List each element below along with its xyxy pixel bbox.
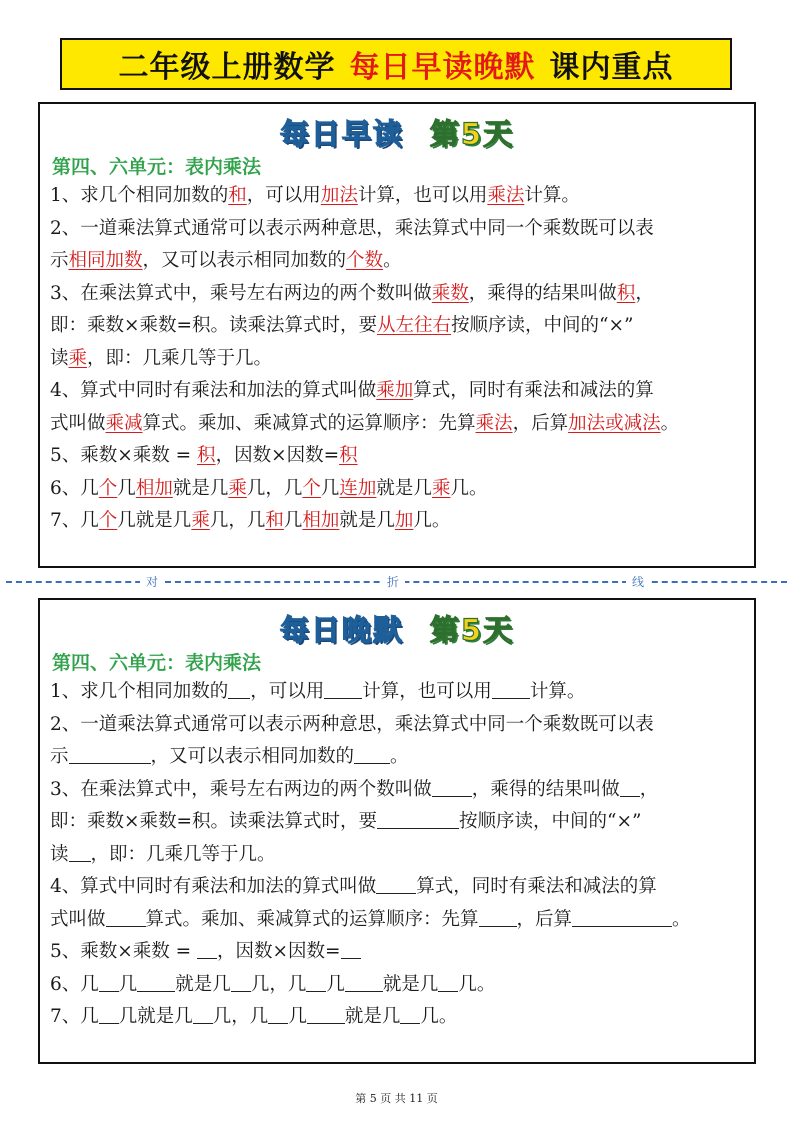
- line-text: 算式，同时有乘法和减法的算: [416, 876, 657, 897]
- line-text: 计算。: [529, 681, 586, 702]
- line-text: ，后算: [512, 412, 569, 434]
- line-text: 示: [50, 746, 69, 767]
- morning-unit-heading: 第四、六单元：表内乘法: [52, 156, 262, 178]
- answer-text: 个: [98, 477, 118, 499]
- line-text: 就是几: [382, 973, 439, 995]
- line-text: ，又可以表示相同加数的: [150, 746, 355, 767]
- evening-line-5: [50, 806, 746, 839]
- line-text: ，因数×因数=: [215, 445, 340, 466]
- answer-text: 相同加数: [68, 250, 143, 271]
- blank: [400, 1005, 420, 1024]
- line-text: 7、几: [50, 510, 99, 531]
- line-text: 就是几: [344, 1006, 401, 1027]
- line-text: 几: [118, 973, 138, 995]
- blank: [69, 745, 151, 764]
- line-text: 算式。乘加、乘减算式的运算顺序：先算: [145, 908, 479, 930]
- morning-day: 第5天: [429, 117, 515, 151]
- line-text: 即：乘数×乘数=积。读乘法算式时，要: [50, 315, 378, 336]
- line-text: 按顺序读，中间的“×”: [451, 315, 634, 336]
- line-text: 算式。乘加、乘减算式的运算顺序：先算: [142, 412, 476, 434]
- line-text: ，乘得的结果叫做: [468, 282, 617, 304]
- line-text: 几: [288, 1006, 307, 1027]
- line-text: 几。: [450, 477, 488, 499]
- page-footer: 第 5 页 共 11 页: [355, 1092, 438, 1105]
- line-text: 5、乘数×乘数 =: [50, 445, 198, 466]
- morning-line-9: [50, 440, 746, 473]
- line-text: 几，几: [250, 973, 307, 995]
- blank: [307, 1005, 345, 1024]
- morning-line-4: [50, 278, 746, 311]
- morning-line-11: [50, 505, 746, 538]
- line-text: 几: [283, 510, 303, 531]
- answer-text: 相加: [302, 510, 340, 531]
- morning-line-10: [50, 473, 746, 506]
- line-text: 式叫做: [50, 908, 106, 930]
- line-text: 读: [50, 843, 69, 865]
- line-text: ，: [639, 778, 659, 800]
- evening-line-7: [50, 871, 746, 904]
- answer-text: 加法: [320, 185, 358, 206]
- banner-key: 课内重点: [549, 50, 674, 85]
- line-text: 几就是几: [117, 510, 192, 531]
- morning-line-2: 2、一道乘法算式通常可以表示两种意思，乘法算式中同一个乘数既可以表: [50, 217, 654, 239]
- answer-text: 积: [339, 445, 358, 466]
- line-text: 几，几: [212, 1006, 269, 1027]
- blank: [572, 908, 672, 927]
- blank: [341, 940, 361, 959]
- line-text: 计算，也可以用: [362, 681, 492, 702]
- line-text: ，即：几乘几等于几。: [87, 347, 273, 369]
- line-text: 。: [390, 746, 409, 767]
- answer-text: 和: [265, 510, 284, 531]
- morning-line-8: [50, 408, 746, 441]
- blank: [268, 1005, 288, 1024]
- blank: [228, 680, 250, 699]
- evening-line-11: [50, 1001, 746, 1034]
- blank: [69, 843, 91, 862]
- line-text: 计算，也可以用: [357, 185, 488, 206]
- fold-label-3: 线: [626, 573, 650, 590]
- line-text: 读: [50, 347, 69, 369]
- line-text: 就是几: [339, 510, 395, 531]
- blank: [99, 1005, 119, 1024]
- answer-text: 乘: [431, 477, 451, 499]
- morning-title: [40, 112, 754, 150]
- line-text: ，可以用: [246, 185, 321, 206]
- blank: [106, 908, 146, 927]
- morning-line-5: [50, 310, 746, 343]
- line-text: 几，几: [209, 510, 266, 531]
- answer-text: 个: [98, 510, 118, 531]
- answer-text: 和: [228, 185, 247, 206]
- answer-text: 乘: [68, 347, 88, 369]
- blank: [345, 973, 383, 992]
- answer-text: 乘法: [475, 412, 513, 434]
- blank: [479, 908, 517, 927]
- evening-title: [40, 608, 754, 646]
- line-text: 。: [660, 412, 680, 434]
- answer-text: 连加: [339, 477, 377, 499]
- answer-text: 加: [394, 510, 414, 531]
- line-text: 几: [320, 477, 340, 499]
- blank: [306, 973, 326, 992]
- fold-line: [0, 572, 793, 592]
- answer-text: 乘法: [487, 185, 525, 206]
- line-text: 1、求几个相同加数的: [50, 681, 229, 702]
- fold-label-1: 对: [140, 573, 164, 590]
- line-text: ，乘得的结果叫做: [471, 778, 620, 800]
- line-text: ，即：几乘几等于几。: [90, 843, 276, 865]
- blank: [99, 973, 119, 992]
- line-text: 几。: [420, 1006, 458, 1027]
- blank: [354, 745, 390, 764]
- answer-text: 乘数: [431, 282, 469, 304]
- line-text: 就是几: [376, 477, 432, 499]
- evening-line-4: [50, 774, 746, 807]
- answer-text: 积: [616, 282, 636, 304]
- page-banner: [60, 38, 732, 90]
- fold-label-2: 折: [381, 573, 405, 590]
- answer-text: 积: [197, 445, 216, 466]
- blank: [197, 940, 217, 959]
- line-text: ，: [635, 282, 654, 304]
- line-text: 算式，同时有乘法和减法的算: [413, 380, 654, 401]
- blank: [324, 680, 362, 699]
- evening-line-10: [50, 969, 746, 1002]
- evening-line-3: [50, 741, 746, 774]
- blank: [492, 680, 530, 699]
- evening-line-6: [50, 839, 746, 872]
- blank: [620, 778, 640, 797]
- answer-text: 乘: [191, 510, 210, 531]
- line-text: 几就是几: [118, 1006, 193, 1027]
- answer-text: 乘减: [105, 412, 143, 434]
- line-text: 4、算式中同时有乘法和加法的算式叫做: [50, 380, 377, 401]
- line-text: 4、算式中同时有乘法和加法的算式叫做: [50, 876, 377, 897]
- line-text: 5、乘数×乘数 =: [50, 941, 198, 962]
- banner-grade: 二年级上册数学: [118, 50, 336, 85]
- line-text: 几: [117, 477, 136, 499]
- evening-line-9: [50, 936, 746, 969]
- morning-title-text: 每日早读: [279, 117, 404, 151]
- blank: [377, 810, 459, 829]
- answer-text: 个: [302, 477, 321, 499]
- line-text: 几: [326, 973, 345, 995]
- blank: [231, 973, 251, 992]
- line-text: 按顺序读，中间的“×”: [459, 811, 642, 832]
- morning-reading-box: [38, 102, 756, 568]
- evening-day: 第5天: [429, 613, 515, 647]
- morning-line-7: [50, 375, 746, 408]
- line-text: 。: [383, 250, 402, 271]
- answer-text: 个数: [346, 250, 384, 271]
- evening-line-1: [50, 676, 746, 709]
- line-text: 式叫做: [50, 412, 106, 434]
- morning-line-3: [50, 245, 746, 278]
- morning-line-6: [50, 343, 746, 376]
- line-text: 6、几: [50, 973, 99, 995]
- line-text: 6、几: [50, 477, 99, 499]
- line-text: ，可以用: [250, 681, 325, 702]
- blank: [432, 778, 472, 797]
- morning-line-1: [50, 180, 746, 213]
- line-text: 几，几: [246, 477, 303, 499]
- blank: [137, 973, 175, 992]
- blank: [193, 1005, 213, 1024]
- evening-title-text: 每日晚默: [279, 613, 404, 647]
- answer-text: 从左往右: [377, 315, 452, 336]
- blank: [376, 875, 416, 894]
- evening-line-2: 2、一道乘法算式通常可以表示两种意思，乘法算式中同一个乘数既可以表: [50, 713, 654, 735]
- line-text: 。: [672, 908, 691, 930]
- line-text: 几。: [458, 973, 496, 995]
- line-text: 3、在乘法算式中，乘号左右两边的两个数叫做: [50, 778, 432, 800]
- evening-dictation-box: [38, 598, 756, 1064]
- line-text: ，因数×因数=: [217, 941, 341, 962]
- line-text: 计算。: [524, 185, 580, 206]
- line-text: 几。: [413, 510, 451, 531]
- line-text: ，又可以表示相同加数的: [142, 250, 347, 271]
- line-text: 就是几: [172, 477, 229, 499]
- line-text: 3、在乘法算式中，乘号左右两边的两个数叫做: [50, 282, 432, 304]
- evening-line-8: [50, 904, 746, 937]
- answer-text: 加法或减法: [568, 412, 661, 434]
- answer-text: 乘: [228, 477, 247, 499]
- line-text: 1、求几个相同加数的: [50, 185, 229, 206]
- line-text: 即：乘数×乘数=积。读乘法算式时，要: [50, 811, 378, 832]
- line-text: 示: [50, 250, 69, 271]
- line-text: ，后算: [516, 908, 573, 930]
- answer-text: 相加: [135, 477, 173, 499]
- banner-main: 每日早读晚默: [349, 50, 536, 85]
- evening-unit-heading: 第四、六单元：表内乘法: [52, 652, 262, 674]
- answer-text: 乘加: [376, 380, 414, 401]
- line-text: 7、几: [50, 1006, 99, 1027]
- blank: [438, 973, 458, 992]
- line-text: 就是几: [175, 973, 231, 995]
